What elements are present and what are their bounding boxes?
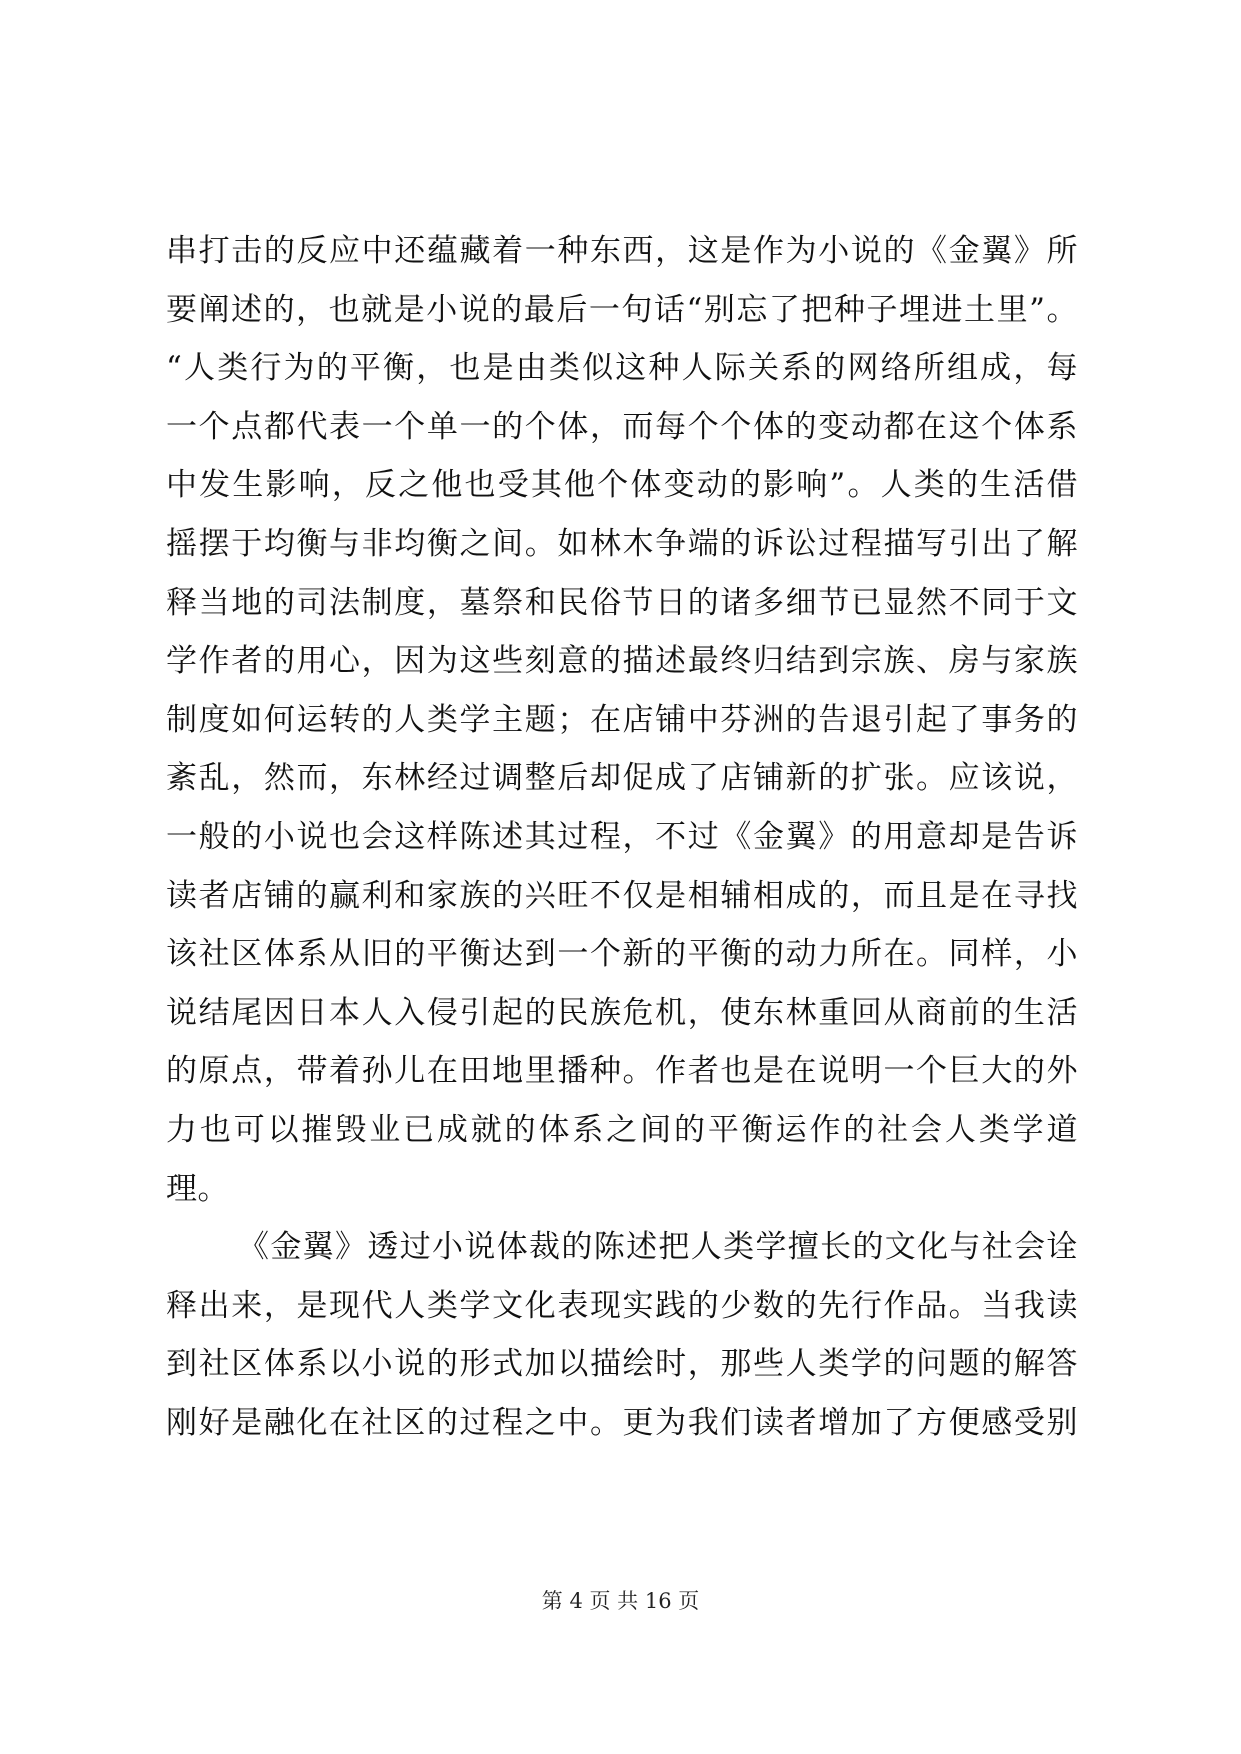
text-line: 制度如何运转的人类学主题；在店铺中芬洲的告退引起了事务的 (166, 701, 1078, 738)
text-line: 释出来，是现代人类学文化表现实践的少数的先行作品。当我读 (166, 1287, 1078, 1324)
text-line: 刚好是融化在社区的过程之中。更为我们读者增加了方便感受别 (166, 1404, 1078, 1441)
text-line: 该社区体系从旧的平衡达到一个新的平衡的动力所在。同样，小 (166, 936, 1078, 973)
text-line: 紊乱，然而，东林经过调整后却促成了店铺新的扩张。应该说， (166, 760, 1078, 797)
body-text (166, 222, 1078, 1452)
text-line: 一般的小说也会这样陈述其过程，不过《金翼》的用意却是告诉 (166, 818, 1078, 855)
text-line: 要阐述的，也就是小说的最后一句话“别忘了把种子埋进土里”。 (166, 291, 1078, 328)
text-line: 摇摆于均衡与非均衡之间。如林木争端的诉讼过程描写引出了解 (166, 525, 1078, 562)
text-line: 到社区体系以小说的形式加以描绘时，那些人类学的问题的解答 (166, 1346, 1078, 1383)
paragraph-start-line: 《金翼》透过小说体裁的陈述把人类学擅长的文化与社会诠 (238, 1229, 1078, 1266)
text-line: 学作者的用心，因为这些刻意的描述最终归结到宗族、房与家族 (166, 643, 1078, 680)
text-line: 释当地的司法制度，墓祭和民俗节日的诸多细节已显然不同于文 (166, 584, 1078, 621)
text-line: 的原点，带着孙儿在田地里播种。作者也是在说明一个巨大的外 (166, 1053, 1078, 1090)
text-line: “人类行为的平衡，也是由类似这种人际关系的网络所组成，每 (166, 350, 1078, 387)
page-number: 第 4 页 共 16 页 (541, 1589, 700, 1613)
text-line: 理。 (166, 1170, 229, 1207)
text-line: 串打击的反应中还蕴藏着一种东西，这是作为小说的《金翼》所 (166, 233, 1078, 269)
text-line: 中发生影响，反之他也受其他个体变动的影响”。人类的生活借 (166, 467, 1078, 504)
text-line: 说结尾因日本人入侵引起的民族危机，使东林重回从商前的生活 (166, 994, 1078, 1031)
text-line: 力也可以摧毁业已成就的体系之间的平衡运作的社会人类学道 (166, 1111, 1078, 1148)
text-line: 一个点都代表一个单一的个体，而每个个体的变动都在这个体系 (166, 408, 1078, 445)
text-line: 读者店铺的赢利和家族的兴旺不仅是相辅相成的，而且是在寻找 (166, 877, 1078, 914)
